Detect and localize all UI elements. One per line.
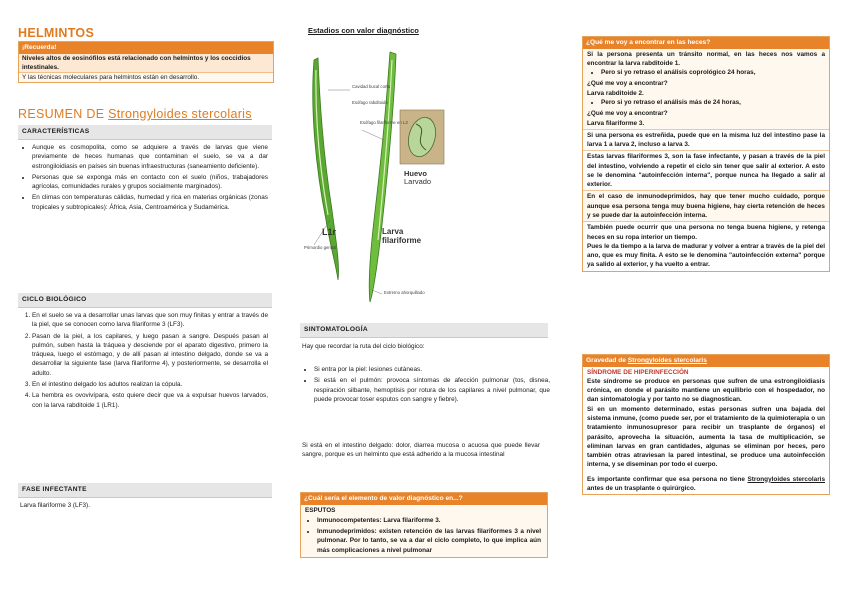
heces-block — [583, 49, 829, 130]
sindrome-p3 — [587, 475, 825, 494]
label-larvado: Larvado — [404, 177, 432, 187]
heces-b1-list — [587, 68, 825, 77]
sintoma-intro: Hay que recordar la ruta del ciclo biológico: — [302, 343, 425, 350]
diagnostico-box — [300, 492, 548, 558]
diagnostico-bar: ¿Cuál sería el elemento de valor diagnóstico en...? — [301, 493, 547, 505]
label-esofago-rab: Esófago rabditoide — [352, 100, 388, 105]
externa-a: También puede ocurrir que una persona no tenga buena higiene, y retenga heces en su ropa interior un tiempo. — [587, 224, 825, 241]
heces-a1: Larva rabditoide 2. — [587, 89, 644, 97]
esputos-list — [301, 516, 547, 555]
gravedad-content — [583, 367, 829, 495]
heces-a2: Larva filariforme 3. — [587, 119, 645, 127]
label-filariforme: filariforme — [382, 235, 422, 245]
fase-header: FASE INFECTANTE — [18, 483, 272, 498]
estrenida-row — [583, 130, 829, 152]
list-item: • Aunque es cosmopolita, como se adquiere a través de larvas que viene previamente de heces humanas que contaminan el suelo, se va a dar estrongiloidiasis en países sin buenas infraestructuras (saneamiento deficiente). — [32, 143, 268, 171]
recuerda-line-2: Y las técnicas moleculares para helmintos están en desarrollo. — [22, 74, 200, 82]
list-item: 1. En el suelo se va a desarrollar unas larvas que son muy finitas y entrar a través de la piel, que se conocen como larva filariforme 3 (LF3). — [32, 311, 268, 330]
heces-q2: ¿Qué me voy a encontrar? — [587, 110, 668, 118]
list-item: • En climas con temperaturas cálidas, humedad y rica en materias orgánicas (zonas tropicales y subtropicales): África, Asia, Centroamérica y Sudamérica. — [32, 193, 268, 212]
list-item: • Si está en el pulmón: provoca síntomas de afección pulmonar (tos, disnea, respiración silbante, hemoptisis por rotura de los capilares a nivel pulmonar, que puede provocar toser esputos con sangre y fiebre). — [314, 376, 550, 404]
heces-intro: Si la persona presenta un tránsito normal, en las heces nos vamos a encontrar la larva rabditoide 1. — [587, 50, 825, 67]
list-item: • Pero si yo retraso el análisis coprológico 24 horas, — [601, 68, 825, 77]
list-item: • Pero si yo retraso el análisis más de 24 horas, — [601, 98, 825, 107]
inmuno-row — [583, 191, 829, 222]
fase-text: Larva filariforme 3 (LF3). — [20, 502, 90, 509]
list-item: • Si entra por la piel: lesiones cutáneas. — [314, 365, 550, 374]
heces-b2-list — [587, 98, 825, 107]
gravedad-box — [582, 354, 830, 495]
recuerda-line-1: Niveles altos de eosinófilos está relacionado con helmintos y los coccidios intestinales. — [19, 54, 273, 74]
label-primordio: Primordio genital — [304, 245, 337, 250]
esputos-label: ESPUTOS — [305, 506, 336, 514]
lf3-text: Estas larvas filariformes 3, son la fase infectante, y pasan a través de la piel del intestino, volviendo a repetir el ciclo sin tener que salir al exterior. A esto se le denomina "autoinfección interna", porque nunca ha llegado a salir al exterior. — [587, 153, 825, 189]
list-item: 2. Pasan de la piel, a los capilares, y luego pasan a sangre. Después pasan al pulmón, suben hasta la tráquea y desciende por el aparato digestivo, primero la tráquea, luego el estómago, y de allí pasan al intestino delgado, donde se va a desarrollar la siguiente fase (larva filariforme 4), y posteriormente, se desarrolla el adulto. — [32, 332, 268, 378]
sindrome-p2: Si en un momento determinado, estas personas sufren una bajada del sistema inmune, (como puede ser, por el tratamiento de la quimioterapia o un tratamiento inmunosupresor para recibir un trasplante de órganos) el parásito, aprovecha la situación, aumenta la tasa de multiplicación, se eliminan larvas en gran cantidades, algunas se eliminan por heces, pero también otras atraviesan la pared intestinal, se produce una autoinfección interna, y se diseminan por todo el cuerpo. — [587, 405, 825, 469]
sindrome-p3b: antes de un trasplante o quirúrgico. — [587, 484, 696, 492]
diagram-title: Estadios con valor diagnóstico — [308, 26, 419, 35]
larva-filariforme-shape — [369, 52, 396, 302]
sintoma-list — [300, 365, 550, 406]
externa-row — [583, 222, 829, 270]
recuerda-box — [18, 41, 274, 83]
caracteristicas-list — [18, 143, 268, 214]
sintomatologia-header: SINTOMATOLOGÍA — [300, 323, 548, 338]
gravedad-prefix: Gravedad de — [586, 357, 628, 364]
lf3-row — [583, 151, 829, 191]
externa-b: Pues le da tiempo a la larva de madurar y volver a entrar a través de la piel del ano, que es muy finita. A esto se le denomina "autoinfección externa" porque ya salido al exterior, y ha vuelto a entrar. — [587, 242, 825, 269]
larva-diagram — [300, 40, 452, 312]
sindrome-p3a: Es importante confirmar que esa persona no tiene — [587, 475, 748, 483]
label-esofago-fil: Esófago filariforme en L3 — [360, 120, 408, 125]
helmintos-title: HELMINTOS — [18, 26, 95, 40]
recuerda-label: ¡Recuerda! — [19, 42, 273, 54]
inmuno-text: En el caso de inmunodeprimidos, hay que tener mucho cuidado, porque aunque esa persona tenga muy buena higiene, hay cierta retención de heces y se puede dar la autoinfección interna. — [587, 193, 825, 220]
sindrome-p3-link[interactable]: Strongyloides stercolaris — [747, 475, 826, 483]
resumen-prefix: RESUMEN DE — [18, 107, 109, 121]
sindrome-p1: Este síndrome se produce en personas que sufren de una estrongiloidiasis crónica, en donde el parásito mantiene un equilibrio con el hospedador, no dan sintomatología y por tanto no se diagnostican. — [587, 377, 825, 404]
ciclo-list — [18, 311, 268, 412]
label-larva-filariforme — [382, 228, 421, 246]
ciclo-header: CICLO BIOLÓGICO — [18, 293, 272, 308]
resumen-title — [18, 105, 252, 123]
estrenida-text: Si una persona es estreñida, puede que en la misma luz del intestino pase la larva 1 a larva 2, incluso a larva 3. — [587, 131, 825, 149]
resumen-link[interactable]: Strongyloides stercolaris — [108, 107, 252, 121]
label-huevo: Huevo — [404, 169, 427, 178]
heces-bar: ¿Qué me voy a encontrar en las heces? — [583, 37, 829, 49]
sintoma-intestino: Si está en el intestino delgado: dolor, diarrea mucosa o acuosa que puede llevar sangre, porque es un helminto que está adherido a la mucosa intestinal — [302, 442, 540, 459]
list-item: 3. En el intestino delgado los adultos realizan la cópula. — [32, 380, 268, 389]
label-huevo-larvado — [404, 170, 431, 187]
caracteristicas-header: CARACTERÍSTICAS — [18, 125, 272, 140]
label-l1r: L1r — [322, 227, 337, 237]
label-larva: Larva — [382, 227, 404, 236]
gravedad-link[interactable]: Strongyloides stercolaris — [627, 357, 707, 364]
label-cavidad: Cavidad bucal corta — [352, 84, 390, 89]
list-item: • Inmunodeprimidos: existen retención de las larvas filariformes 3 a nivel pulmonar. Por lo tanto, se va a dar el ciclo completo, lo que implica aún más complicaciones a nivel pulmonar — [317, 527, 541, 555]
heces-box — [582, 36, 830, 272]
list-item: 4. La hembra es ovovivípara, esto quiere decir que va a expulsar huevos larvados, con la larva rabditoide 1 (LR1). — [32, 391, 268, 410]
heces-q1: ¿Qué me voy a encontrar? — [587, 80, 668, 88]
sindrome-title: SÍNDROME DE HIPERINFECCIÓN — [587, 368, 689, 376]
list-item: • Inmunocompetentes: Larva filariforme 3. — [317, 516, 541, 525]
label-extremo: Extremo ahorquillado — [384, 290, 425, 295]
gravedad-bar — [583, 355, 829, 367]
list-item: • Personas que se exponga más en contacto con el suelo (niños, trabajadores agrícolas, comunidades rurales y grupos socialmente marginados). — [32, 173, 268, 192]
